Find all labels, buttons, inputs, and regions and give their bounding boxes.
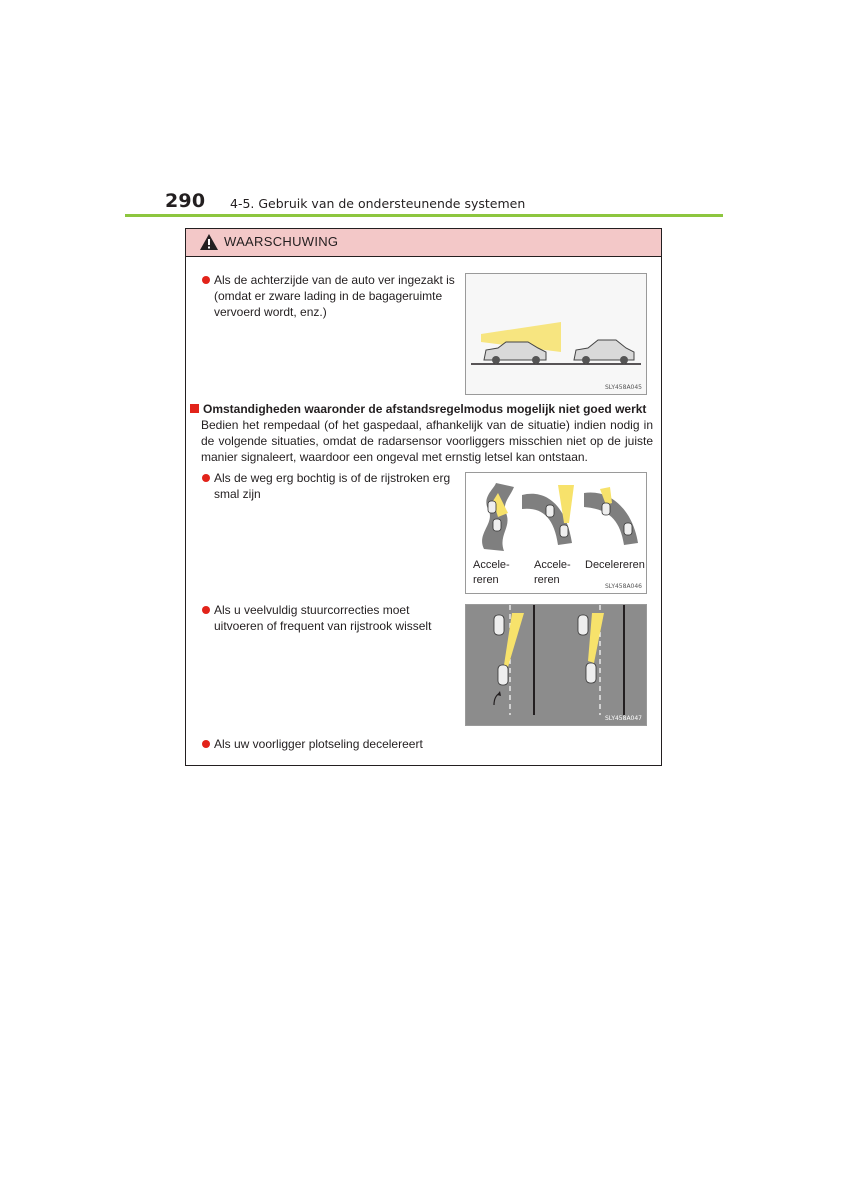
subheading-text: Omstandigheden waaronder de afstandsregelmodus mogelijk niet goed werkt: [203, 402, 647, 416]
bullet-text: Als de weg erg bochtig is of de rijstroken erg smal zijn: [214, 471, 451, 501]
header-rule: [125, 214, 723, 217]
page-number: 290: [165, 190, 206, 212]
label-line: reren: [534, 574, 560, 586]
label-line: Decelereren: [585, 559, 645, 571]
warning-header: [186, 229, 661, 257]
paragraph: Bedien het rempedaal (of het gaspedaal, afhankelijk van de situatie) indien nodig in de volgende situaties, omdat de radarsensor voorliggers misschien niet op de juiste manier signaleert, waardoor een ongeval met ernstig letsel kan ontstaan.: [201, 418, 653, 464]
bullet-dot: [202, 474, 210, 482]
bullet-sudden-deceleration: [202, 736, 502, 752]
bullet-curvy-road: [202, 470, 458, 502]
warning-triangle-icon: [199, 233, 219, 251]
bullet-steering-corrections: [202, 602, 458, 634]
section-title: 4-5. Gebruik van de ondersteunende systemen: [230, 196, 526, 211]
label-line: Accele-: [473, 559, 510, 571]
bullet-dot: [202, 276, 210, 284]
bullet-text: Als u veelvuldig stuurcorrecties moet uitvoeren of frequent van rijstrook wisselt: [214, 603, 432, 633]
warning-title: WAARSCHUWING: [224, 234, 339, 249]
subheading: [190, 401, 646, 417]
figure-code: SLY458A046: [604, 583, 642, 590]
bullet-text: Als uw voorligger plotseling decelereert: [214, 737, 423, 751]
figure-code: SLY458A045: [604, 384, 642, 391]
red-square-icon: [190, 404, 199, 413]
figure-curvy-road-illustration: [466, 473, 646, 553]
figure-label-accelerate-1: [473, 558, 510, 588]
figure-code: SLY458A047: [604, 715, 642, 722]
figure-label-accelerate-2: [534, 558, 571, 588]
figure-label-decelerate: [585, 558, 645, 573]
bullet-dot: [202, 606, 210, 614]
figure-sagging-car: [465, 273, 647, 395]
warning-box: [185, 228, 662, 766]
bullet-sagging-rear: [202, 272, 458, 320]
label-line: Accele-: [534, 559, 571, 571]
bullet-dot: [202, 740, 210, 748]
figure-curvy-road: [465, 472, 647, 594]
figure-sagging-car-illustration: [466, 274, 646, 394]
figure-lane-change-illustration: [466, 605, 646, 715]
label-line: reren: [473, 574, 499, 586]
figure-lane-change: [465, 604, 647, 726]
bullet-text: Als de achterzijde van de auto ver ingezakt is (omdat er zware lading in de bagageruimte vervoerd wordt, enz.): [214, 273, 455, 319]
